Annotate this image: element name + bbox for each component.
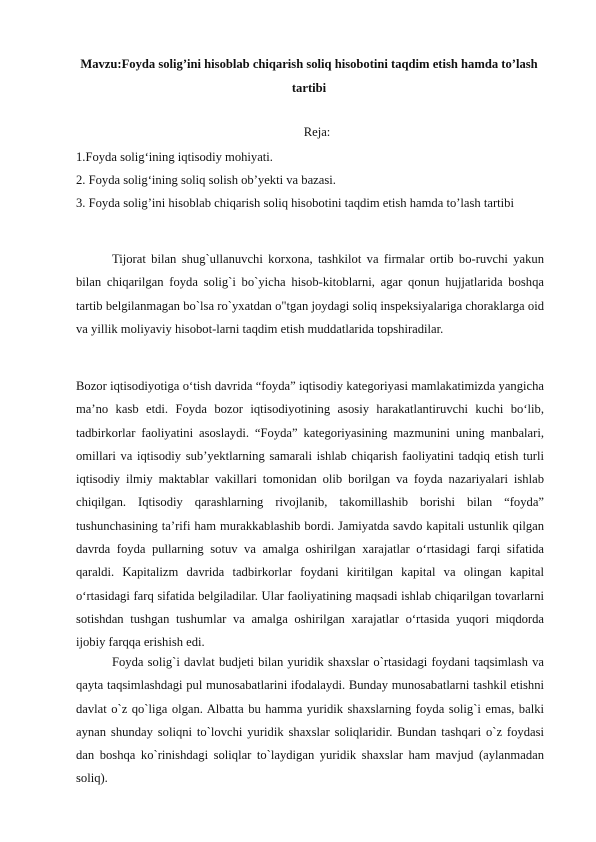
- paragraph-profit-category: Bozor iqtisodiyotiga o‘tish davrida “foyda” iqtisodiy kategoriyasi mamlakatimizda yangicha ma’no kasb etdi. Foyda bozor iqtisodiyotining asosiy harakatlantiruvchi kuchi bo‘lib, tadbirkorlar faoliyatini asoslaydi. “Foyda” kategoriyasining mazmunini uning manbalari, omillari va iqtisodiy sub’yektlarning samarali ishlab chiqarish faoliyatini tadqiq etish turli iqtisodiy ilmiy maktablar vakillari tomonidan olib borilgan va foyda nazariyalari ishlab chiqilgan. Iqtisodiy qarashlarning rivojlanib, takomillashib borishi bilan “foyda” tushunchasining ta’rifi ham murakkablashib bordi. Jamiyatda savdo kapitali ustunlik qilgan davrda foyda pullarning sotuv va amalga oshirilgan xarajatlar o‘rtasidagi farqi sifatida qaraldi. Kapitalizm davrida tadbirkorlar foydani kiritilgan kapital va olingan kapital o‘rtasidagi farq sifatida belgiladilar. Ular faoliyatining maqsadi ishlab chiqarilgan tovarlarni sotishdan tushgan tushumlar va amalga oshirilgan xarajatlar o‘rtasida yuqori miqdorda ijobiy farqqa erishish edi.: [76, 379, 544, 650]
- plan-list: [76, 146, 514, 214]
- plan-item: 3. Foyda solig’ini hisoblab chiqarish soliq hisobotini taqdim etish hamda to’lash tartibi: [76, 195, 514, 210]
- paragraph-intro: Tijorat bilan shug`ullanuvchi korxona, tashkilot va firmalar ortib bo-ruvchi yakun bilan chiqarilgan foyda solig`i bo`yicha hisob-kitoblarni, agar qonun hujjatlarida boshqa tartib belgilanmagan bo`lsa ro`yxatdan o"tgan joydagi soliq inspeksiyalariga choraklarga oid va yillik moliyaviy hisobot-larni taqdim etish muddatlarida topshiradilar.: [76, 252, 544, 336]
- paragraph-profit-tax: Foyda solig`i davlat budjeti bilan yuridik shaxslar o`rtasidagi foydani taqsimlash va qayta taqsimlashdagi pul munosabatlarini ifodalaydi. Bunday munosabatlarni tashkil etishni davlat o`z qo`liga olgan. Albatta bu hamma yuridik shaxslarning foyda solig`i emas, balki aynan shunday soliqni to`lovchi yuridik shaxslar soliqlaridir. Bundan tashqari o`z foydasi dan boshqa ko`rinishdagi soliqlar to`laydigan yuridik shaxslar ham mavjud (aylanmadan soliq).: [76, 655, 544, 786]
- plan-item: 1.Foyda solig‘ining iqtisodiy mohiyati.: [76, 150, 273, 164]
- document-title: Mavzu:Foyda solig’ini hisoblab chiqarish soliq hisobotini taqdim etish hamda to’lash tartibi: [80, 57, 538, 95]
- plan-heading: Reja:: [303, 125, 331, 139]
- plan-item: 2. Foyda solig‘ining soliq solish ob’yekti va bazasi.: [76, 172, 336, 187]
